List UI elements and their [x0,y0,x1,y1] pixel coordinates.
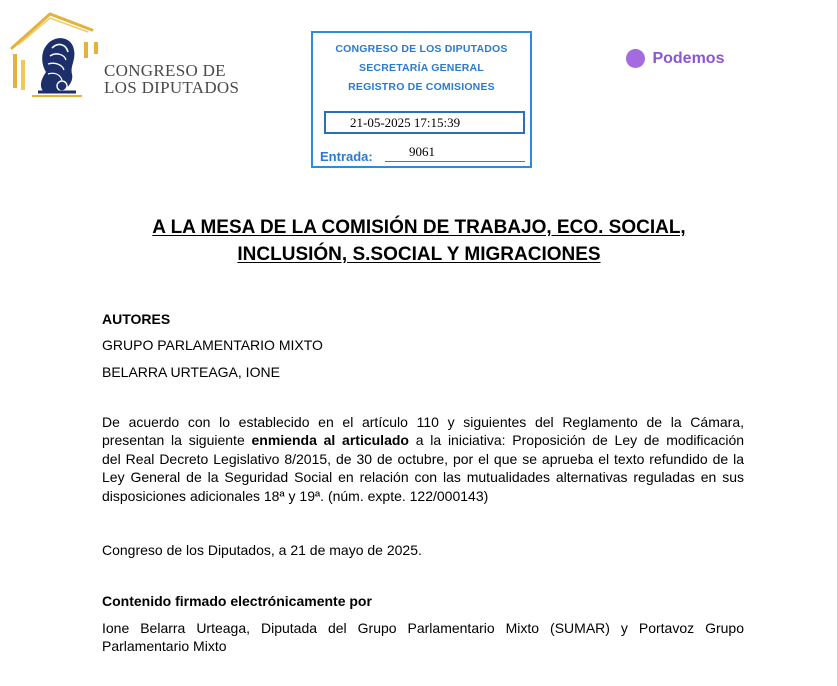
stamp-entrada-underline [385,161,525,162]
paragraph-text: a la iniciativa: Proposición de Ley de modificación [408,432,745,449]
congreso-name-line2: LOS DIPUTADOS [104,78,240,97]
stamp-entrada-label: Entrada: [320,149,373,164]
signature-line: Ione Belarra Urteaga, Diputada del Grupo Parlamentario Mixto (SUMAR) y Portavoz Grupo [102,620,744,636]
party-dot-icon [626,49,645,68]
signature-label: Contenido firmado electrónicamente por [102,593,372,609]
place-date: Congreso de los Diputados, a 21 de mayo de 2025. [102,542,422,558]
paragraph-text: presentan la siguiente [102,432,252,449]
congreso-name [104,62,239,96]
signature-line: Parlamentario Mixto [102,638,227,655]
amendment-paragraph [102,413,744,505]
party-logo [626,49,724,69]
congreso-name-line1: CONGRESO DE [104,61,226,80]
stamp-entrada-number: 9061 [409,144,435,159]
document-title-line1: A LA MESA DE LA COMISIÓN DE TRABAJO, ECO. SOCIAL, [152,217,686,238]
authors-label: AUTORES [102,311,171,327]
paragraph-line: del Real Decreto Legislativo 8/2015, de 30 de octubre, por el que se aprueba el texto refundido de la [102,450,744,467]
stamp-institution: CONGRESO DE LOS DIPUTADOS [335,43,508,55]
party-name: Podemos [652,49,725,67]
registry-stamp [311,31,532,168]
paragraph-line: disposiciones adicionales 18ª y 19ª. (núm. expte. 122/000143) [102,487,489,504]
authors-group: GRUPO PARLAMENTARIO MIXTO [102,337,323,353]
stamp-department: SECRETARÍA GENERAL [359,62,484,74]
paragraph-line: Ley General de la Seguridad Social en relación con las mutualidades alternativas reguladas en sus [102,469,744,486]
signature-text [102,619,744,656]
paragraph-line [102,431,744,449]
congreso-logo [8,8,248,108]
authors-person: BELARRA URTEAGA, IONE [102,364,280,380]
paragraph-line: De acuerdo con lo establecido en el artículo 110 y siguientes del Reglamento de la Cámara, [102,414,744,430]
amendment-type: enmienda al articulado [251,432,409,449]
stamp-date: 21-05-2025 17:15:39 [324,111,525,134]
document-title-line2: INCLUSIÓN, S.SOCIAL Y MIGRACIONES [237,244,601,265]
stamp-registry: REGISTRO DE COMISIONES [348,81,495,93]
congreso-emblem-icon [8,8,108,104]
